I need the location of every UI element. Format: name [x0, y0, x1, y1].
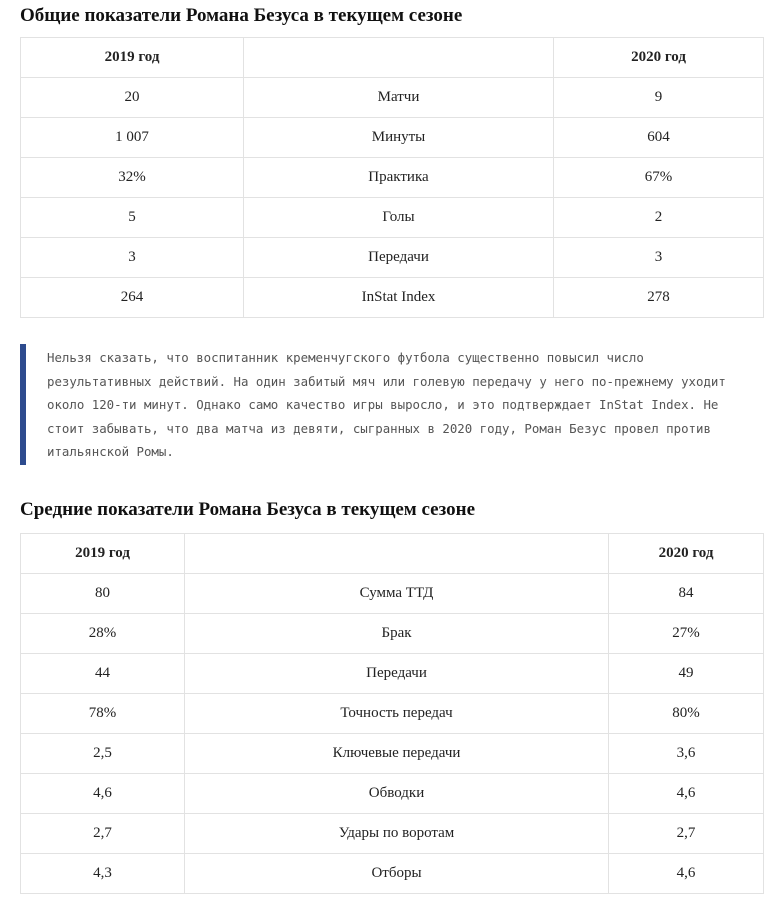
table-row: [21, 158, 764, 198]
table-row: [21, 654, 764, 694]
cell-metric: Удары по воротам: [185, 814, 609, 854]
cell-metric: Практика: [244, 158, 554, 198]
table-row: [21, 198, 764, 238]
cell-2019: 264: [21, 278, 244, 318]
cell-2020: 9: [554, 78, 764, 118]
cell-metric: Минуты: [244, 118, 554, 158]
cell-metric: InStat Index: [244, 278, 554, 318]
cell-2020: 27%: [609, 614, 764, 654]
table-row: [21, 78, 764, 118]
header-2020: 2020 год: [554, 38, 764, 78]
cell-metric: Точность передач: [185, 694, 609, 734]
header-2019: 2019 год: [21, 38, 244, 78]
table-row: [21, 118, 764, 158]
header-2019: 2019 год: [21, 534, 185, 574]
cell-2020: 84: [609, 574, 764, 614]
cell-2019: 28%: [21, 614, 185, 654]
cell-2020: 4,6: [609, 854, 764, 894]
cell-2020: 278: [554, 278, 764, 318]
table-row: [21, 614, 764, 654]
header-2020: 2020 год: [609, 534, 764, 574]
cell-2019: 44: [21, 654, 185, 694]
cell-metric: Ключевые передачи: [185, 734, 609, 774]
cell-metric: Сумма ТТД: [185, 574, 609, 614]
cell-2019: 2,5: [21, 734, 185, 774]
cell-2019: 4,3: [21, 854, 185, 894]
cell-2019: 80: [21, 574, 185, 614]
table-row: [21, 814, 764, 854]
cell-2020: 4,6: [609, 774, 764, 814]
cell-metric: Брак: [185, 614, 609, 654]
cell-metric: Матчи: [244, 78, 554, 118]
table-header-row: [21, 38, 764, 78]
cell-2019: 5: [21, 198, 244, 238]
cell-2019: 78%: [21, 694, 185, 734]
section-title-overall: Общие показатели Романа Безуса в текущем сезоне: [20, 5, 463, 26]
cell-2019: 4,6: [21, 774, 185, 814]
cell-2020: 3,6: [609, 734, 764, 774]
analysis-blockquote: [20, 344, 763, 465]
table-row: [21, 694, 764, 734]
table-row: [21, 734, 764, 774]
header-metric: [185, 534, 609, 574]
overall-stats-table: [20, 37, 764, 318]
table-row: [21, 774, 764, 814]
table-row: [21, 574, 764, 614]
cell-metric: Обводки: [185, 774, 609, 814]
cell-2019: 32%: [21, 158, 244, 198]
cell-2020: 80%: [609, 694, 764, 734]
cell-2019: 2,7: [21, 814, 185, 854]
header-metric: [244, 38, 554, 78]
cell-2020: 3: [554, 238, 764, 278]
table-row: [21, 238, 764, 278]
table-row: [21, 278, 764, 318]
table-header-row: [21, 534, 764, 574]
table-row: [21, 854, 764, 894]
average-stats-table: [20, 533, 764, 894]
cell-2020: 2,7: [609, 814, 764, 854]
cell-metric: Передачи: [244, 238, 554, 278]
cell-2019: 1 007: [21, 118, 244, 158]
cell-metric: Передачи: [185, 654, 609, 694]
cell-2019: 20: [21, 78, 244, 118]
cell-2020: 2: [554, 198, 764, 238]
section-title-average: Средние показатели Романа Безуса в текущем сезоне: [20, 499, 475, 520]
cell-metric: Отборы: [185, 854, 609, 894]
cell-2020: 67%: [554, 158, 764, 198]
cell-2020: 604: [554, 118, 764, 158]
quote-text: Нельзя сказать, что воспитанник кременчугского футбола существенно повысил число результативных действий. На один забитый мяч или голевую передачу у него по-прежнему уходит около 120-ти минут. Однако само качество игры выросло, и это подтверждает InStat Index. Не стоит забывать, что два матча из девяти, сыгранных в 2020 году, Роман Безус провел против итальянской Ромы.: [47, 350, 726, 460]
cell-2019: 3: [21, 238, 244, 278]
cell-metric: Голы: [244, 198, 554, 238]
cell-2020: 49: [609, 654, 764, 694]
